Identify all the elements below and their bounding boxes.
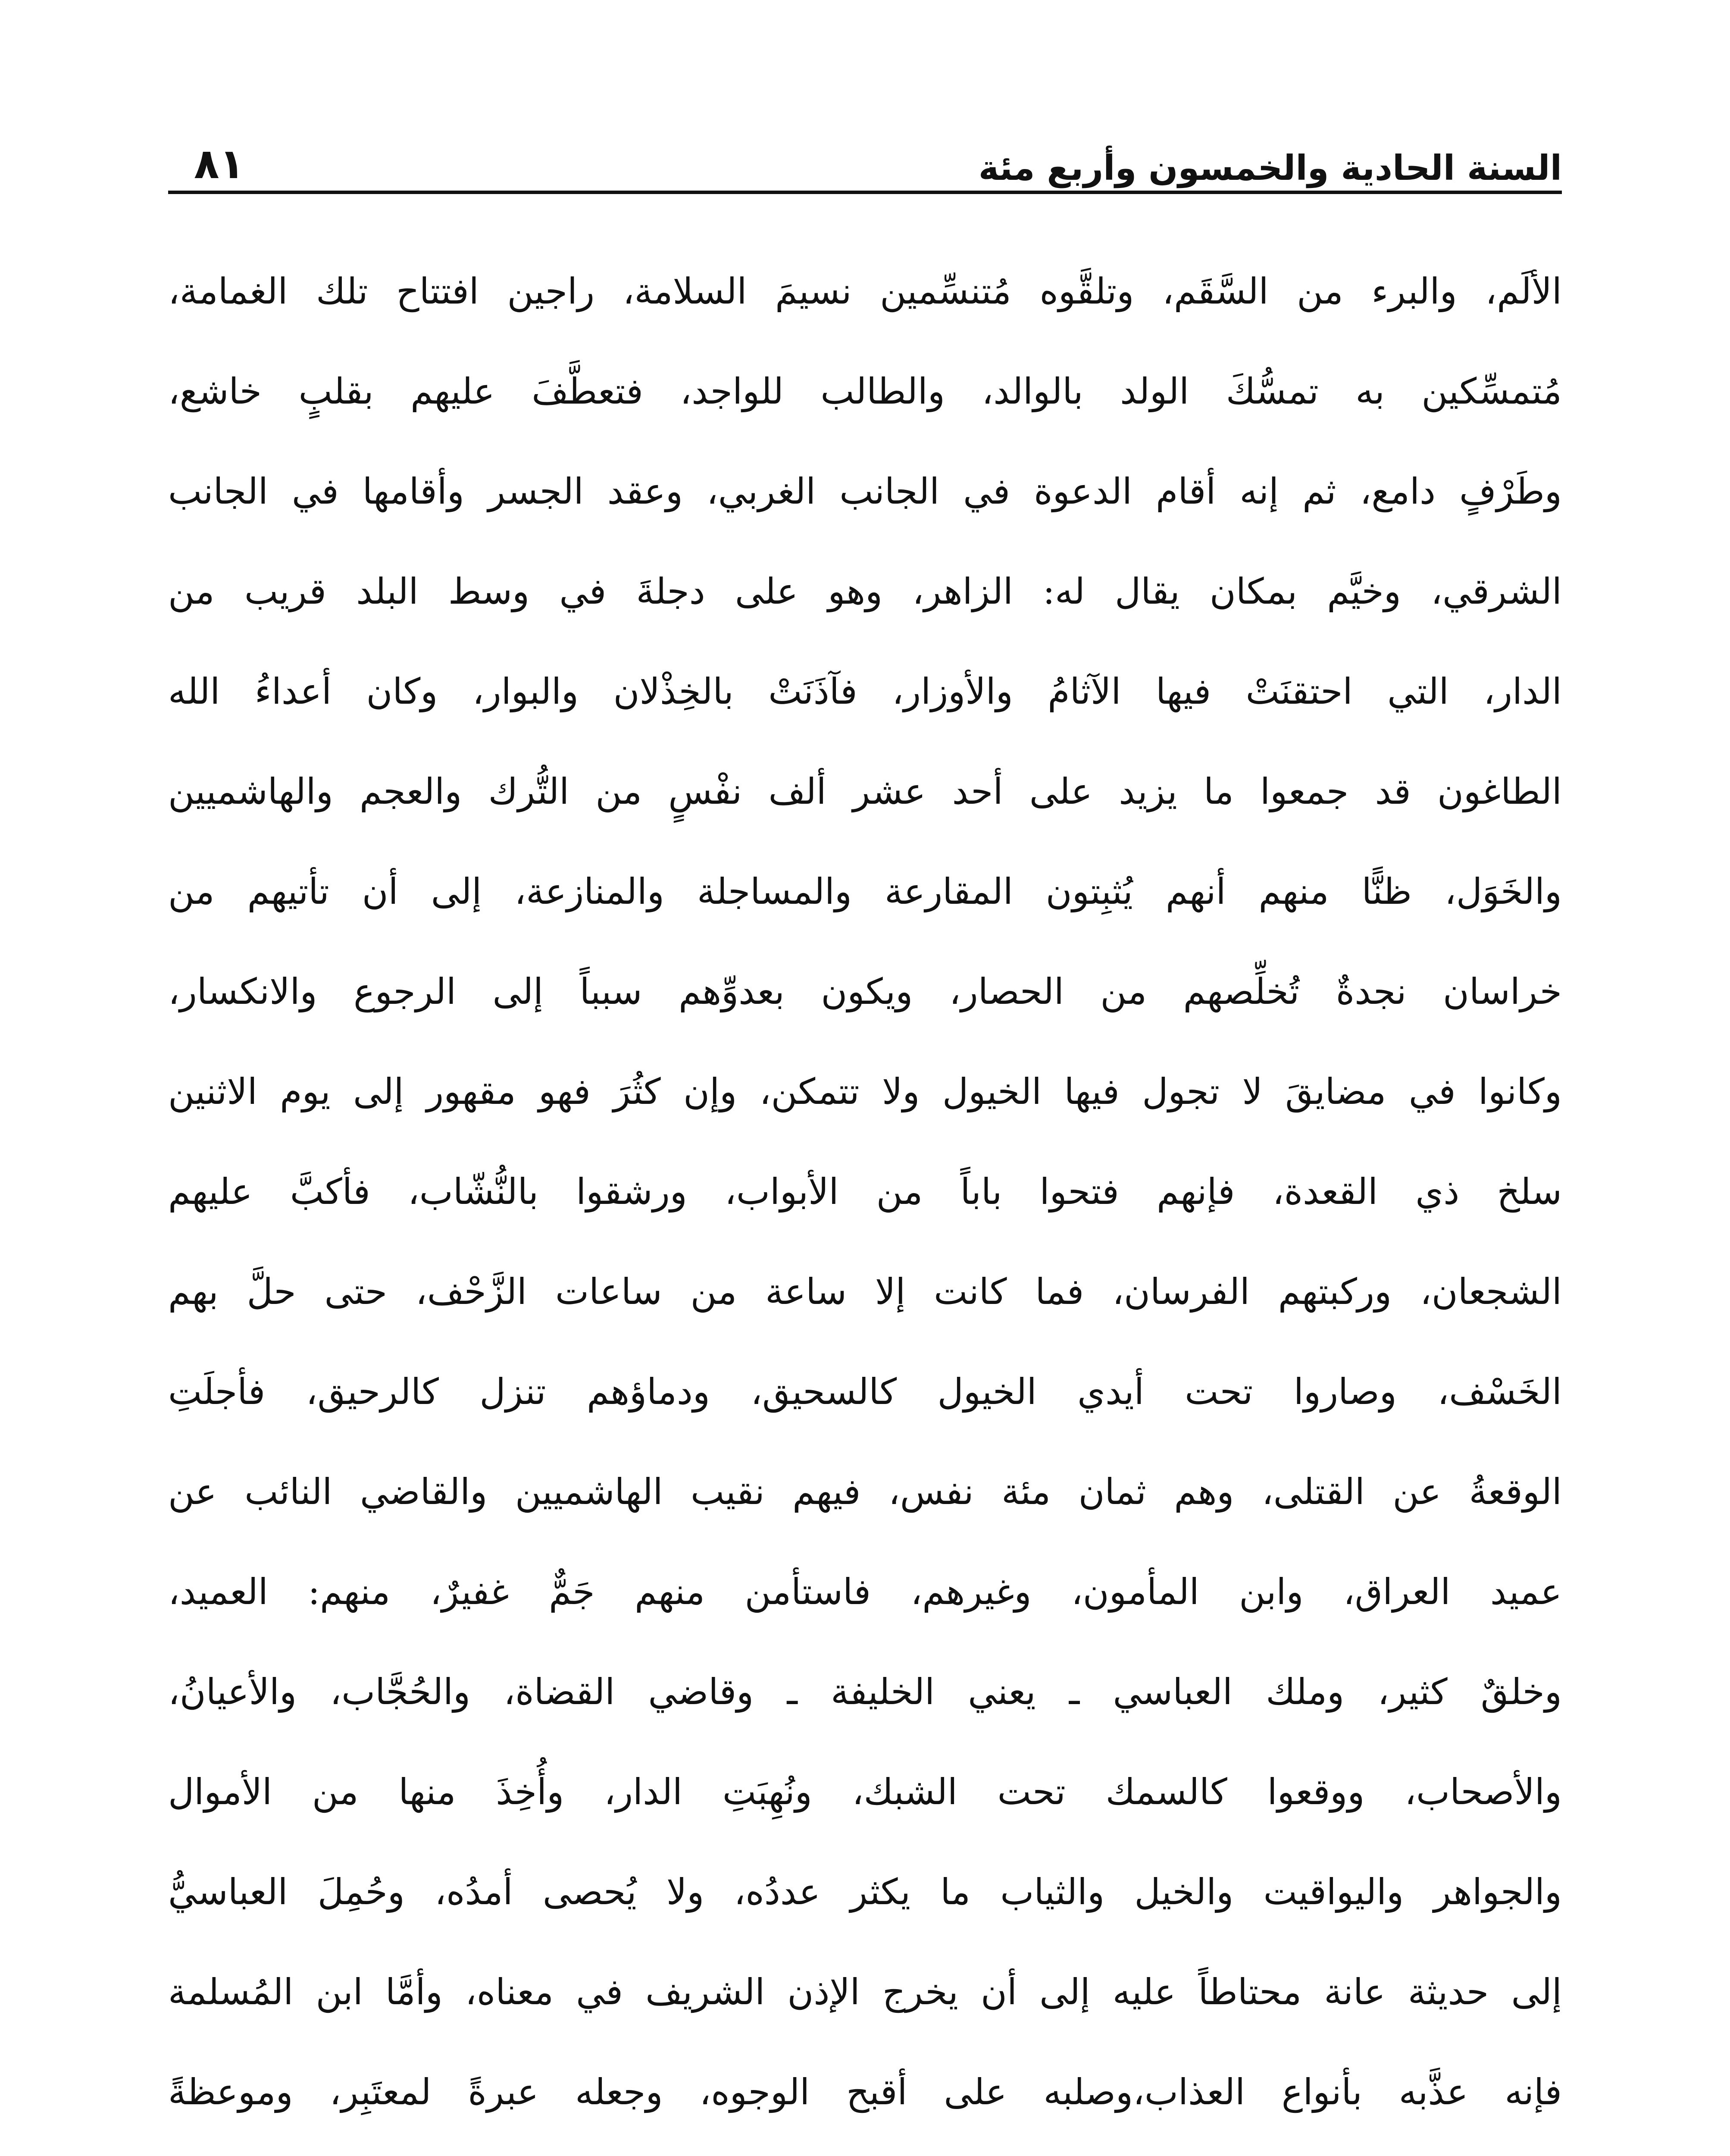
text-line: وطَرْفٍ دامع، ثم إنه أقام الدعوة في الجانب الغربي، وعقد الجسر وأقامها في الجانب bbox=[168, 470, 1562, 512]
running-header bbox=[168, 129, 1562, 194]
header-rule bbox=[168, 191, 1562, 194]
text-line: والجواهر واليواقيت والخيل والثياب ما يكثر عددُه، ولا يُحصى أمدُه، وحُمِلَ العباسيُّ bbox=[168, 1871, 1562, 1913]
text-line: وكانوا في مضايقَ لا تجول فيها الخيول ولا تتمكن، وإن كثُرَ فهو مقهور إلى يوم الاثنين bbox=[168, 1071, 1562, 1112]
text-line: الوقعةُ عن القتلى، وهم ثمان مئة نفس، فيهم نقيب الهاشميين والقاضي النائب عن bbox=[168, 1471, 1562, 1513]
text-line: سلخ ذي القعدة، فإنهم فتحوا باباً من الأبواب، ورشقوا بالنُّشّاب، فأكبَّ عليهم bbox=[168, 1171, 1562, 1213]
text-line: الشرقي، وخيَّم بمكان يقال له: الزاهر، وهو على دجلةَ في وسط البلد قريب من bbox=[168, 570, 1562, 612]
page-number: ٨١ bbox=[194, 140, 245, 188]
text-line: الدار، التي احتقنَتْ فيها الآثامُ والأوزار، فآذَنَتْ بالخِذْلان والبوار، وكان أعداءُ الله bbox=[168, 671, 1562, 712]
text-line: وخلقٌ كثير، وملك العباسي ـ يعني الخليفة ـ وقاضي القضاة، والحُجَّاب، والأعيانُ، bbox=[168, 1671, 1562, 1713]
text-line: والأصحاب، ووقعوا كالسمك تحت الشبك، ونُهِبَتِ الدار، وأُخِذَ منها من الأموال bbox=[168, 1771, 1562, 1813]
text-line: الطاغون قد جمعوا ما يزيد على أحد عشر ألف نفْسٍ من التُّرك والعجم والهاشميين bbox=[168, 771, 1562, 812]
text-line: الخَسْف، وصاروا تحت أيدي الخيول كالسحيق، ودماؤهم تنزل كالرحيق، فأجلَتِ bbox=[168, 1371, 1562, 1413]
text-line: والخَوَل، ظنًّا منهم أنهم يُثبِتون المقارعة والمساجلة والمنازعة، إلى أن تأتيهم من bbox=[168, 871, 1562, 912]
body-text bbox=[168, 241, 1562, 2156]
text-line bbox=[168, 2142, 1562, 2156]
text-line: مُتمسِّكين به تمسُّكَ الولد بالوالد، والطالب للواجد، فتعطَّفَ عليهم بقلبٍ خاشع، bbox=[168, 370, 1562, 412]
text-line: فإنه عذَّبه بأنواع العذاب،وصلبه على أقبح الوجوه، وجعله عبرةً لمعتَبِر، وموعظةً bbox=[168, 2071, 1562, 2113]
running-title: السنة الحادية والخمسون وأربع مئة bbox=[978, 148, 1562, 188]
text-line: خراسان نجدةٌ تُخلِّصهم من الحصار، ويكون بعدوِّهم سبباً إلى الرجوع والانكسار، bbox=[168, 971, 1562, 1012]
text-line: إلى حديثة عانة محتاطاً عليه إلى أن يخرج الإذن الشريف في معناه، وأمَّا ابن المُسلمة bbox=[168, 1971, 1562, 2013]
paragraph-1 bbox=[168, 241, 1562, 2156]
text-line: الألَم، والبرء من السَّقَم، وتلقَّوه مُتنسِّمين نسيمَ السلامة، راجين افتتاح تلك الغمامة، bbox=[168, 270, 1562, 312]
text-line: عميد العراق، وابن المأمون، وغيرهم، فاستأمن منهم جَمٌّ غفيرٌ، منهم: العميد، bbox=[168, 1571, 1562, 1613]
text-line: الشجعان، وركبتهم الفرسان، فما كانت إلا ساعة من ساعات الزَّحْف، حتى حلَّ بهم bbox=[168, 1271, 1562, 1313]
